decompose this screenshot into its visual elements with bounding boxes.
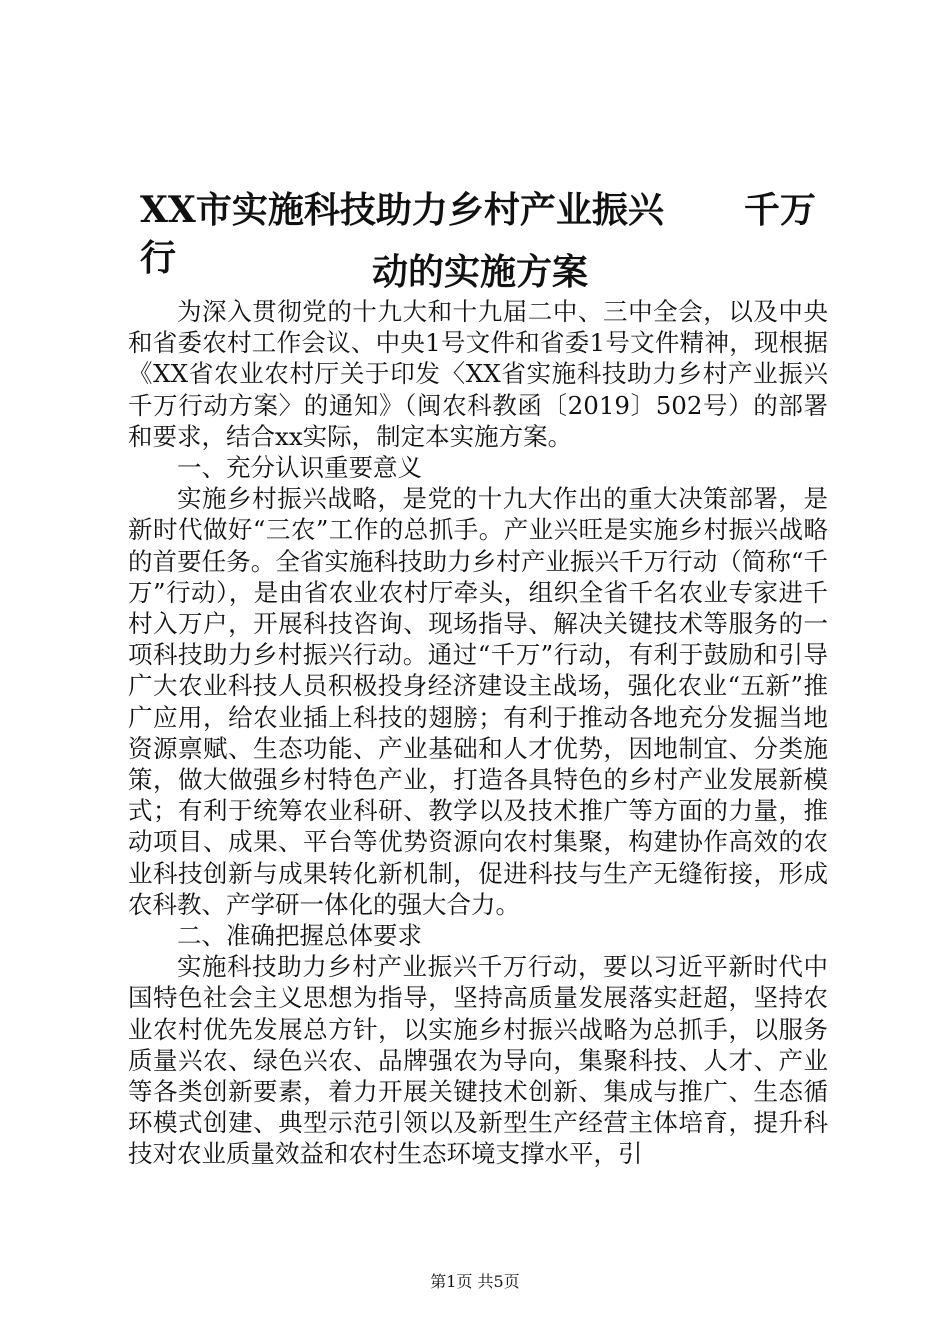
document-title-line-2: 动的实施方案 [371, 251, 588, 293]
section-heading-1: 一、充分认识重要意义 [177, 453, 422, 483]
paragraph-intro: 为深入贯彻党的十九大和十九届二中、三中全会，以及中央和省委农村工作会议、中央1号文件和省委1号文件精神，现根据《XX省农业农村厅关于印发〈XX省实施科技助力乡村产业振兴千万行动方案〉的通知》（闽农科教函〔2019〕502号）的部署和要求，结合xx实际，制定本实施方案。 [128, 297, 828, 451]
title-part-1: XX市实施科技助力乡村产业振兴 [140, 189, 664, 231]
paragraph-significance: 实施乡村振兴战略，是党的十九大作出的重大决策部署，是新时代做好“三农”工作的总抓手。产业兴旺是实施乡村振兴战略的首要任务。全省实施科技助力乡村产业振兴千万行动（简称“千万”行动），是由省农业农村厅牵头，组织全省千名农业专家进千村入万户，开展科技咨询、现场指导、解决关键技术等服务的一项科技助力乡村振兴行动。通过“千万”行动，有利于鼓励和引导广大农业科技人员积极投身经济建设主战场，强化农业“五新”推广应用，给农业插上科技的翅膀；有利于推动各地充分发掘当地资源禀赋、生态功能、产业基础和人才优势，因地制宜、分类施策，做大做强乡村特色产业，打造各具特色的乡村产业发展新模式；有利于统筹农业科研、教学以及技术推广等方面的力量，推动项目、成果、平台等优势资源向农村集聚，构建协作高效的农业科技创新与成果转化新机制，促进科技与生产无缝衔接，形成农科教、产学研一体化的强大合力。 [128, 484, 828, 919]
paragraph-requirements: 实施科技助力乡村产业振兴千万行动，要以习近平新时代中国特色社会主义思想为指导，坚持高质量发展落实赶超，坚持农业农村优先发展总方针，以实施乡村振兴战略为总抓手，以服务质量兴农、绿色兴农、品牌强农为导向，集聚科技、人才、产业等各类创新要素，着力开展关键技术创新、集成与推广、生态循环模式创建、典型示范引领以及新型生产经营主体培育，提升科技对农业质量效益和农村生态环境支撑水平，引 [128, 952, 828, 1169]
page-footer: 第1页 共5页 [430, 1272, 520, 1291]
title-part-2: 千万行 [140, 189, 816, 279]
section-heading-2: 二、准确把握总体要求 [177, 921, 422, 951]
document-body [128, 296, 828, 1170]
